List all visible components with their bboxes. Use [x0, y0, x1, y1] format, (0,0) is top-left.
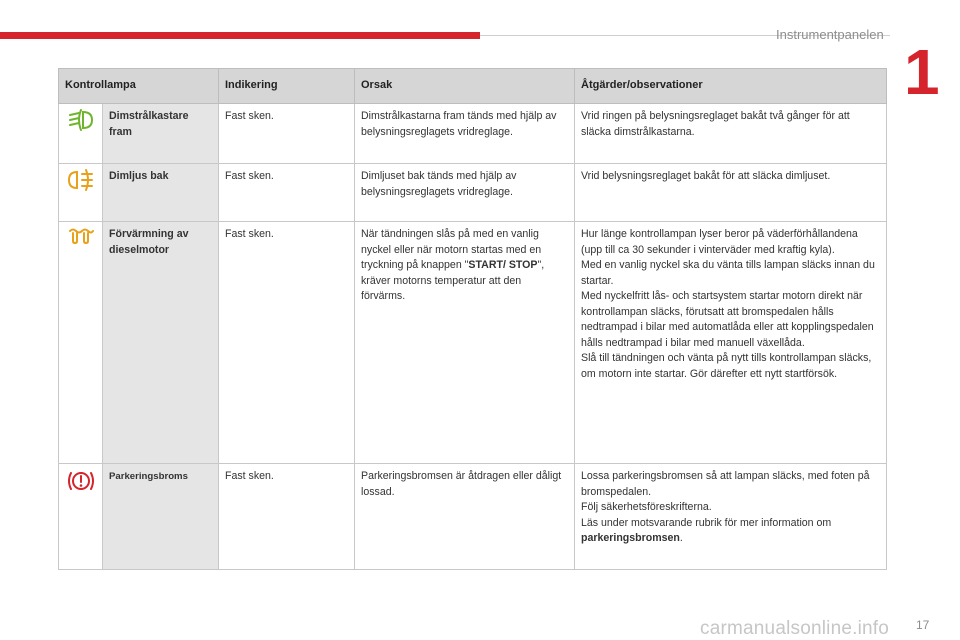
- action-line: Hur länge kontrollampan lyser beror på väderförhållandena (upp till ca 30 sekunder i vinterväder med kraftig kyla).: [581, 228, 858, 256]
- lamp-cause: Dimstrålkastarna fram tänds med hjälp av belysningsreglagets vridreglage.: [355, 104, 575, 164]
- column-header-indikering: Indikering: [219, 69, 355, 104]
- lamp-cause: Parkeringsbromsen är åtdragen eller dåligt lossad.: [355, 464, 575, 570]
- parking-brake-term: parkeringsbromsen: [581, 532, 680, 544]
- lamp-name: Dimstrålkastare fram: [103, 104, 219, 164]
- front-fog-lamp-icon: [68, 109, 94, 131]
- lamp-name: Förvärmning av dieselmotor: [103, 222, 219, 464]
- table-row: [59, 164, 887, 222]
- column-header-orsak: Orsak: [355, 69, 575, 104]
- table-header-row: [59, 69, 887, 104]
- table-row: [59, 104, 887, 164]
- action-line: Med en vanlig nyckel ska du vänta tills lampan släcks innan du startar.: [581, 259, 875, 287]
- action-line: [581, 516, 880, 547]
- lamp-cause: [355, 222, 575, 464]
- lamp-action: [575, 222, 887, 464]
- section-title: Instrumentpanelen: [776, 27, 884, 42]
- column-header-kontrollampa: Kontrollampa: [59, 69, 219, 104]
- start-stop-label: START/ STOP: [468, 259, 538, 271]
- lamp-action: Vrid ringen på belysningsreglaget bakåt två gånger för att släcka dimstrålkastarna.: [575, 104, 887, 164]
- lamp-action: Vrid belysningsreglaget bakåt för att släcka dimljuset.: [575, 164, 887, 222]
- parking-brake-icon: [66, 469, 96, 493]
- action-text: Läs under motsvarande rubrik för mer information om: [581, 516, 832, 529]
- cause-text: När tändningen slås på med en vanlig nyckel eller när motorn startas med en tryckning på knappen ": [361, 228, 542, 271]
- lamp-indication: Fast sken.: [219, 164, 355, 222]
- chapter-number: 1: [904, 36, 940, 108]
- rear-fog-lamp-icon: [67, 169, 95, 191]
- lamp-indication: Fast sken.: [219, 222, 355, 464]
- header-red-bar: [0, 32, 480, 39]
- action-line: Med nyckelfritt lås- och startsystem startar motorn direkt när kontrollampan släcks, förutsatt att bromspedalen hålls nedtrampad i bilar med automatlåda eller att kopplingspedalen hålls nedtrampad i bilar med manuell växellåda.: [581, 290, 874, 349]
- action-line: Följ säkerhetsföreskrifterna.: [581, 501, 712, 513]
- lamp-indication: Fast sken.: [219, 104, 355, 164]
- action-line: Slå till tändningen och vänta på nytt tills kontrollampan släcks, om motorn inte startar. Gör därefter ett nytt startförsök.: [581, 352, 872, 380]
- glow-plug-icon: [68, 227, 94, 245]
- warning-lamp-table: [58, 68, 887, 570]
- table-row: [59, 464, 887, 570]
- action-text: .: [679, 532, 683, 544]
- cause-text: ", kräver motorns temperatur att den förvärms.: [361, 259, 545, 302]
- table-row: [59, 222, 887, 464]
- lamp-cause: Dimljuset bak tänds med hjälp av belysningsreglagets vridreglage.: [355, 164, 575, 222]
- watermark: carmanualsonline.info: [700, 618, 890, 639]
- lamp-name: Dimljus bak: [103, 164, 219, 222]
- lamp-indication: Fast sken.: [219, 464, 355, 570]
- column-header-atgarder: Åtgärder/observationer: [575, 69, 887, 104]
- lamp-name: Parkeringsbroms: [103, 464, 219, 570]
- action-line: Lossa parkeringsbromsen så att lampan släcks, med foten på bromspedalen.: [581, 470, 870, 498]
- page-number: 17: [916, 618, 930, 632]
- lamp-action: [575, 464, 887, 570]
